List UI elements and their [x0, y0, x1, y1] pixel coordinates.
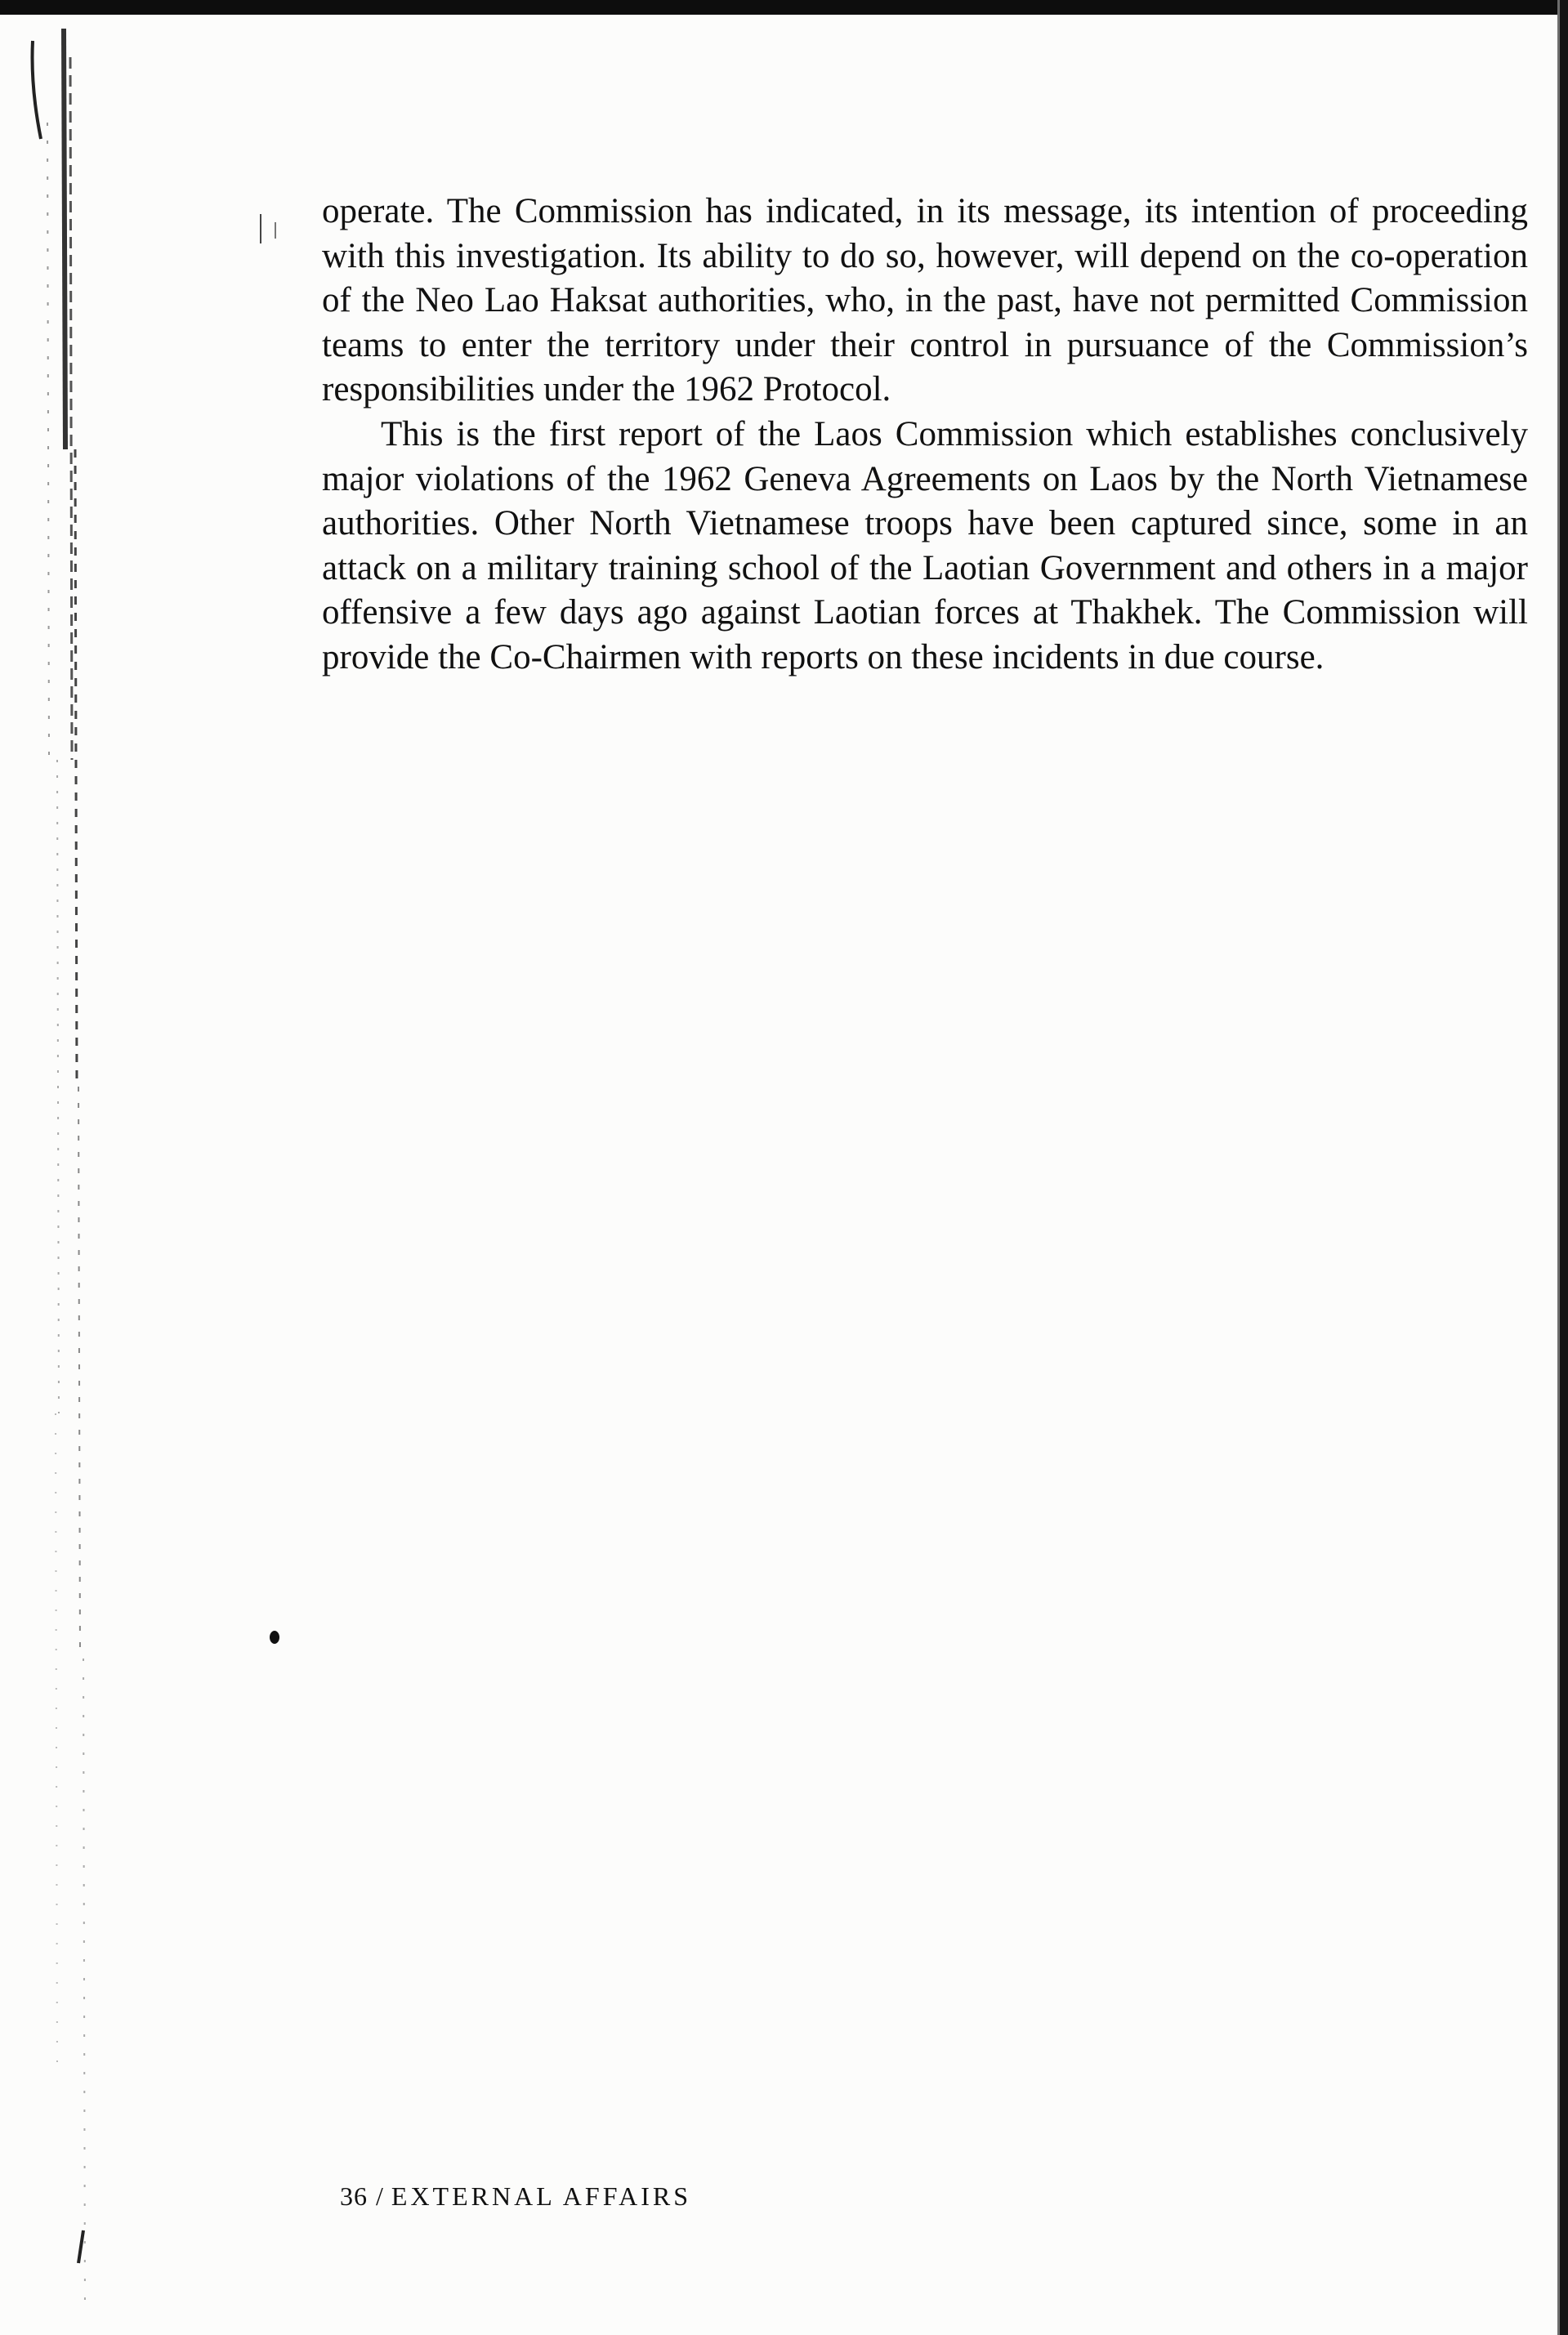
ink-speck — [270, 1631, 279, 1644]
scan-top-edge — [0, 0, 1568, 15]
footer-separator: / — [376, 2181, 383, 2211]
binding-gutter — [25, 25, 114, 2335]
margin-mark — [260, 214, 271, 243]
scan-right-edge — [1560, 0, 1568, 2335]
page-number: 36 — [340, 2181, 368, 2211]
page-footer — [340, 2181, 691, 2212]
journal-title: EXTERNAL AFFAIRS — [391, 2181, 692, 2211]
paragraph-2: This is the first report of the Laos Commission which establishes conclusively major violations of the 1962 Geneva Agreements on Laos by the North Vietnamese authorities. Other North Vietnamese troops have been captured since, some in an attack on a military training school of the Laotian Government and others in a major offensive a few days ago against Laotian forces at Thakhek. The Commission will provide the Co-Chairmen with reports on these incidents in due course. — [322, 414, 1528, 676]
body-text — [322, 190, 1528, 681]
paragraph-1: operate. The Commission has indicated, in its message, its intention of proceeding with this investigation. Its ability to do so, however, will depend on the co-operation of the Neo Lao Haksat authorities, who, in the past, have not permitted Commission teams to enter the territory under their control in pursuance of the Commission’s responsibilities under the 1962 Protocol. — [322, 192, 1528, 409]
